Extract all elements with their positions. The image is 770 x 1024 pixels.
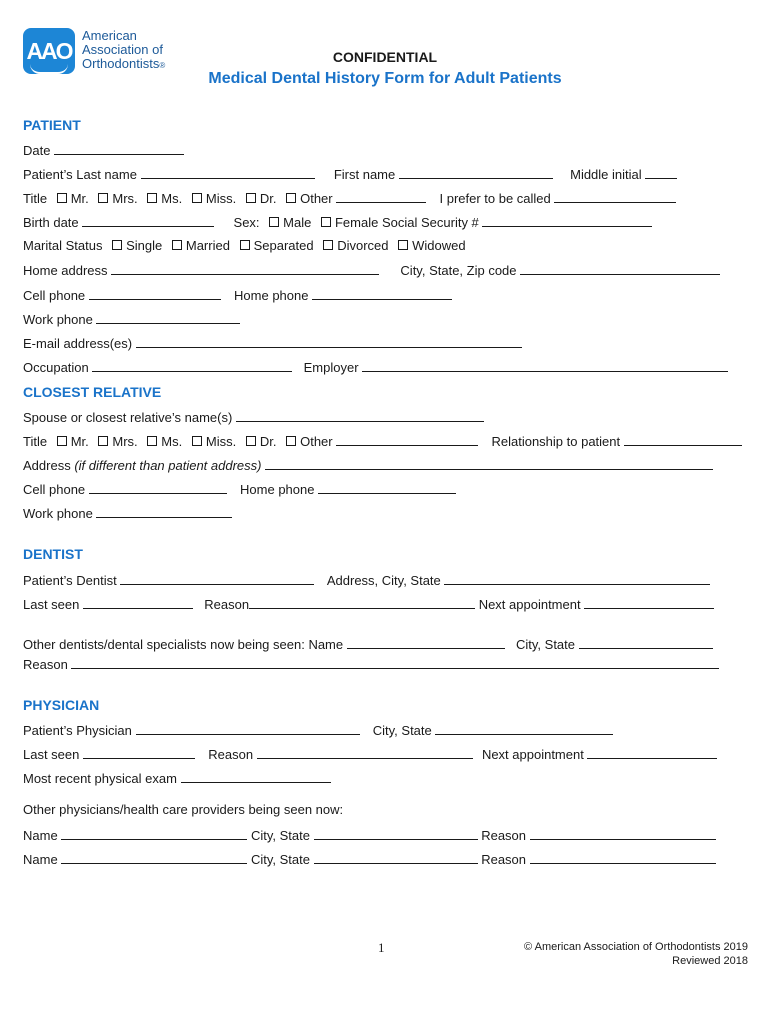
work-phone-field[interactable] bbox=[96, 311, 240, 324]
home-phone-field[interactable] bbox=[312, 287, 452, 300]
relative-checkbox-other[interactable] bbox=[286, 436, 296, 446]
row-other-dentists bbox=[23, 636, 713, 653]
miss-label: Miss. bbox=[205, 191, 237, 206]
relative-cell-phone-label: Cell phone bbox=[23, 482, 86, 497]
dentist-reason-field[interactable] bbox=[249, 596, 475, 609]
male-label: Male bbox=[283, 215, 312, 230]
relative-checkbox-mr[interactable] bbox=[57, 436, 67, 446]
relative-title-label: Title bbox=[23, 434, 48, 449]
relationship-label: Relationship to patient bbox=[491, 434, 621, 449]
ssn-field[interactable] bbox=[482, 214, 652, 227]
relative-miss-label: Miss. bbox=[205, 434, 237, 449]
other-physician-2-city-label: City, State bbox=[250, 852, 310, 867]
relative-other-field[interactable] bbox=[336, 433, 478, 446]
dentist-address-label: Address, City, State bbox=[326, 573, 441, 588]
dentist-last-seen-label: Last seen bbox=[23, 597, 80, 612]
row-physician-last-seen bbox=[23, 746, 717, 763]
relative-ms-label: Ms. bbox=[161, 434, 183, 449]
mrs-label: Mrs. bbox=[112, 191, 138, 206]
row-recent-exam bbox=[23, 770, 331, 787]
page-number: 1 bbox=[378, 940, 385, 955]
physician-city-state-label: City, State bbox=[372, 723, 432, 738]
row-phones bbox=[23, 287, 452, 304]
other-physician-2-reason-field[interactable] bbox=[530, 851, 716, 864]
other-physician-1-city-field[interactable] bbox=[314, 827, 478, 840]
middle-initial-field[interactable] bbox=[645, 166, 677, 179]
sex-label: Sex: bbox=[233, 215, 260, 230]
relative-address-note: (if different than patient address) bbox=[74, 458, 262, 473]
other-physician-2-name-label: Name bbox=[23, 852, 58, 867]
relative-checkbox-ms[interactable] bbox=[147, 436, 157, 446]
relative-mrs-label: Mrs. bbox=[112, 434, 138, 449]
patients-dentist-field[interactable] bbox=[120, 572, 314, 585]
row-spouse bbox=[23, 409, 484, 426]
single-label: Single bbox=[126, 238, 163, 253]
other-physician-1-reason-field[interactable] bbox=[530, 827, 716, 840]
other-physician-2-city-field[interactable] bbox=[314, 851, 478, 864]
relative-address-field[interactable] bbox=[265, 457, 713, 470]
row-other-physicians bbox=[23, 802, 343, 818]
page-title: Medical Dental History Form for Adult Patients bbox=[208, 70, 562, 87]
city-state-zip-field[interactable] bbox=[520, 262, 720, 275]
row-other-physician-2 bbox=[23, 851, 716, 868]
other-dentists-label: Other dentists/dental specialists now being seen: Name bbox=[23, 637, 344, 652]
prefer-field[interactable] bbox=[554, 190, 676, 203]
reviewed-text: Reviewed 2018 bbox=[672, 955, 748, 967]
employer-label: Employer bbox=[303, 360, 359, 375]
checkbox-dr[interactable] bbox=[246, 193, 256, 203]
other-dentists-name-field[interactable] bbox=[347, 636, 505, 649]
patients-physician-label: Patient’s Physician bbox=[23, 723, 132, 738]
section-heading-physician: PHYSICIAN bbox=[23, 697, 100, 713]
copyright-text: © American Association of Orthodontists 2019 bbox=[524, 941, 748, 953]
row-relative-work-phone bbox=[23, 505, 232, 522]
recent-exam-field[interactable] bbox=[181, 770, 331, 783]
relative-other-label: Other bbox=[300, 434, 333, 449]
female-label: Female bbox=[334, 215, 379, 230]
dentist-reason-label: Reason bbox=[204, 597, 250, 612]
org-name: American Association of Orthodontists® bbox=[82, 28, 166, 71]
row-email bbox=[23, 335, 522, 352]
prefer-label: I prefer to be called bbox=[439, 191, 551, 206]
row-birth bbox=[23, 214, 652, 231]
last-name-field[interactable] bbox=[141, 166, 315, 179]
first-name-field[interactable] bbox=[399, 166, 553, 179]
row-relative-address bbox=[23, 457, 713, 474]
recent-exam-label: Most recent physical exam bbox=[23, 771, 177, 786]
physician-last-seen-field[interactable] bbox=[83, 746, 195, 759]
middle-initial-label: Middle initial bbox=[570, 167, 642, 182]
row-dentist bbox=[23, 572, 710, 589]
other-dentists-reason-label: Reason bbox=[23, 657, 68, 672]
other-label: Other bbox=[300, 191, 333, 206]
row-date bbox=[23, 142, 184, 159]
row-occupation bbox=[23, 359, 728, 376]
employer-field[interactable] bbox=[362, 359, 728, 372]
other-dentists-reason-field[interactable] bbox=[71, 656, 719, 669]
checkbox-divorced[interactable] bbox=[323, 240, 333, 250]
confidential-label: CONFIDENTIAL bbox=[332, 49, 438, 65]
physician-city-state-field[interactable] bbox=[435, 722, 613, 735]
other-physician-2-name-field[interactable] bbox=[61, 851, 247, 864]
relative-work-phone-label: Work phone bbox=[23, 506, 93, 521]
city-state-zip-label: City, State, Zip code bbox=[400, 263, 517, 278]
widowed-label: Widowed bbox=[412, 238, 466, 253]
section-heading-patient: PATIENT bbox=[23, 117, 81, 133]
email-field[interactable] bbox=[136, 335, 522, 348]
patients-dentist-label: Patient’s Dentist bbox=[23, 573, 117, 588]
home-address-field[interactable] bbox=[111, 262, 379, 275]
home-phone-label: Home phone bbox=[234, 288, 309, 303]
cell-phone-label: Cell phone bbox=[23, 288, 86, 303]
relative-home-phone-label: Home phone bbox=[240, 482, 315, 497]
section-heading-dentist: DENTIST bbox=[23, 546, 83, 562]
checkbox-ms[interactable] bbox=[147, 193, 157, 203]
checkbox-married[interactable] bbox=[172, 240, 182, 250]
physician-reason-field[interactable] bbox=[257, 746, 473, 759]
marital-label: Marital Status bbox=[23, 238, 103, 253]
separated-label: Separated bbox=[253, 238, 314, 253]
checkbox-widowed[interactable] bbox=[398, 240, 408, 250]
ssn-label: Social Security # bbox=[381, 215, 479, 230]
email-label: E-mail address(es) bbox=[23, 336, 133, 351]
occupation-field[interactable] bbox=[92, 359, 292, 372]
relative-checkbox-dr[interactable] bbox=[246, 436, 256, 446]
date-label: Date bbox=[23, 143, 51, 158]
relative-mr-label: Mr. bbox=[70, 434, 89, 449]
relationship-field[interactable] bbox=[624, 433, 742, 446]
ms-label: Ms. bbox=[161, 191, 183, 206]
other-physician-1-city-label: City, State bbox=[250, 828, 310, 843]
other-physician-2-reason-label: Reason bbox=[481, 852, 527, 867]
last-name-label: Patient’s Last name bbox=[23, 167, 137, 182]
relative-checkbox-mrs[interactable] bbox=[98, 436, 108, 446]
home-address-label: Home address bbox=[23, 263, 108, 278]
checkbox-other[interactable] bbox=[286, 193, 296, 203]
other-physician-1-name-label: Name bbox=[23, 828, 58, 843]
row-other-dentists-reason bbox=[23, 656, 719, 673]
checkbox-male[interactable] bbox=[269, 217, 279, 227]
checkbox-mr[interactable] bbox=[57, 193, 67, 203]
spouse-field[interactable] bbox=[236, 409, 484, 422]
checkbox-miss[interactable] bbox=[192, 193, 202, 203]
relative-checkbox-miss[interactable] bbox=[192, 436, 202, 446]
physician-next-appointment-label: Next appointment bbox=[481, 747, 584, 762]
relative-home-phone-field[interactable] bbox=[318, 481, 456, 494]
row-other-physician-1 bbox=[23, 827, 716, 844]
row-marital bbox=[23, 238, 466, 254]
dentist-next-appointment-field[interactable] bbox=[584, 596, 714, 609]
mr-label: Mr. bbox=[70, 191, 89, 206]
other-physician-1-name-field[interactable] bbox=[61, 827, 247, 840]
row-work-phone bbox=[23, 311, 240, 328]
footer-copyright-block bbox=[524, 940, 748, 968]
checkbox-single[interactable] bbox=[112, 240, 122, 250]
dentist-address-field[interactable] bbox=[444, 572, 710, 585]
other-dentists-city-state-field[interactable] bbox=[579, 636, 713, 649]
row-title bbox=[23, 190, 676, 207]
physician-last-seen-label: Last seen bbox=[23, 747, 80, 762]
other-physician-1-reason-label: Reason bbox=[481, 828, 527, 843]
relative-cell-phone-field[interactable] bbox=[89, 481, 227, 494]
row-relative-title bbox=[23, 433, 742, 450]
date-field[interactable] bbox=[54, 142, 184, 155]
other-dentists-city-state-label: City, State bbox=[516, 637, 576, 652]
birth-date-field[interactable] bbox=[82, 214, 214, 227]
row-address bbox=[23, 262, 720, 279]
patients-physician-field[interactable] bbox=[136, 722, 360, 735]
section-heading-relative: CLOSEST RELATIVE bbox=[23, 384, 162, 400]
row-relative-phones bbox=[23, 481, 456, 498]
relative-dr-label: Dr. bbox=[259, 434, 277, 449]
title-other-field[interactable] bbox=[336, 190, 426, 203]
relative-work-phone-field[interactable] bbox=[96, 505, 232, 518]
title-label: Title bbox=[23, 191, 48, 206]
work-phone-label: Work phone bbox=[23, 312, 93, 327]
row-physician bbox=[23, 722, 613, 739]
spouse-label: Spouse or closest relative’s name(s) bbox=[23, 410, 233, 425]
occupation-label: Occupation bbox=[23, 360, 89, 375]
physician-next-appointment-field[interactable] bbox=[587, 746, 717, 759]
physician-reason-label: Reason bbox=[208, 747, 254, 762]
checkbox-separated[interactable] bbox=[240, 240, 250, 250]
married-label: Married bbox=[185, 238, 230, 253]
cell-phone-field[interactable] bbox=[89, 287, 221, 300]
dentist-last-seen-field[interactable] bbox=[83, 596, 193, 609]
checkbox-female[interactable] bbox=[321, 217, 331, 227]
row-dentist-last-seen bbox=[23, 596, 714, 613]
dentist-next-appointment-label: Next appointment bbox=[478, 597, 581, 612]
first-name-label: First name bbox=[333, 167, 396, 182]
dr-label: Dr. bbox=[259, 191, 277, 206]
row-name bbox=[23, 166, 677, 183]
relative-address-label: Address bbox=[23, 458, 71, 473]
other-physicians-label: Other physicians/health care providers being seen now: bbox=[23, 802, 344, 817]
aao-logo: AAO bbox=[23, 28, 75, 74]
checkbox-mrs[interactable] bbox=[98, 193, 108, 203]
birth-date-label: Birth date bbox=[23, 215, 79, 230]
divorced-label: Divorced bbox=[337, 238, 389, 253]
